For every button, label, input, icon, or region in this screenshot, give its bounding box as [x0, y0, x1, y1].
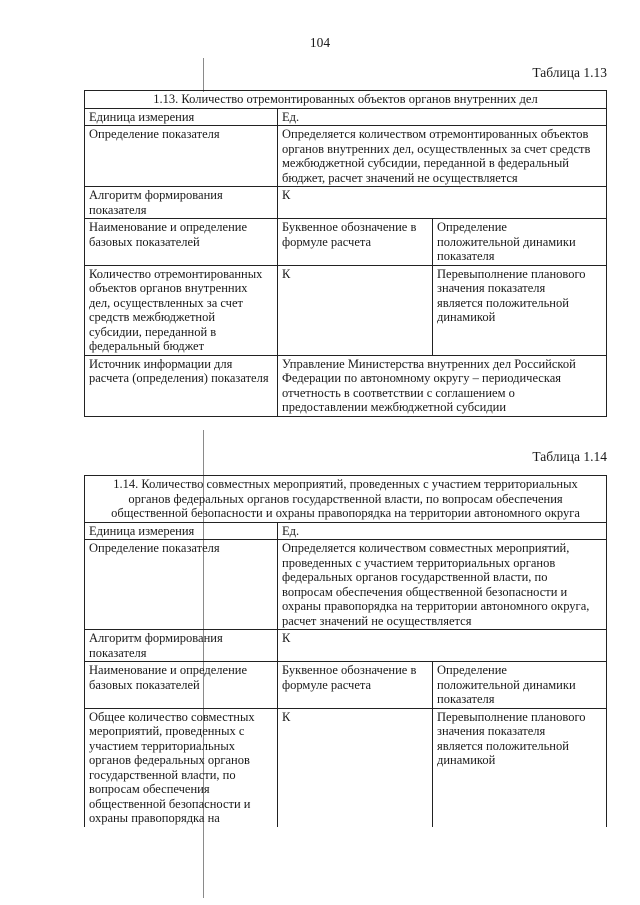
table-row: [85, 662, 607, 709]
table-title: 1.13. Количество отремонтированных объектов органов внутренних дел: [85, 91, 607, 109]
table-1-14-caption: Таблица 1.14: [532, 449, 607, 464]
algorithm-label: Алгоритм формирования показателя: [85, 187, 278, 219]
scan-line-top: [203, 58, 204, 92]
page-number: 104: [309, 35, 331, 50]
unit-value: Ед.: [278, 522, 607, 540]
table-row: [85, 522, 607, 540]
base-indicators-label: Наименование и определение базовых показателей: [85, 219, 278, 266]
dynamics-header: Определение положительной динамики показателя: [433, 662, 607, 709]
definition-value: Определяется количеством отремонтированных объектов органов внутренних дел, осуществленных за счет средств межбюджетной субсидии, переданной в федеральный бюджет, расчет значений не осуществляется: [278, 126, 607, 187]
table-title: 1.14. Количество совместных мероприятий, проведенных с участием территориальных органов федеральных органов государственной власти, по вопросам обеспечения общественной безопасности и охраны правопорядка на территории автономного округа: [85, 476, 607, 523]
algorithm-value: К: [278, 630, 607, 662]
table-row: [85, 187, 607, 219]
dynamics-header: Определение положительной динамики показателя: [433, 219, 607, 266]
table-row: [85, 708, 607, 827]
algorithm-value: К: [278, 187, 607, 219]
unit-label: Единица измерения: [85, 108, 278, 126]
unit-value: Ед.: [278, 108, 607, 126]
table-row: [85, 219, 607, 266]
table-1-13: [84, 90, 607, 417]
indicator-symbol: К: [278, 708, 433, 827]
definition-label: Определение показателя: [85, 540, 278, 630]
base-indicators-label: Наименование и определение базовых показателей: [85, 662, 278, 709]
table-row: [85, 355, 607, 416]
symbol-header: Буквенное обозначение в формуле расчета: [278, 662, 433, 709]
table-row: [85, 108, 607, 126]
table-row: [85, 476, 607, 523]
table-1-14: [84, 475, 607, 827]
table-row: [85, 540, 607, 630]
table-row: [85, 630, 607, 662]
definition-label: Определение показателя: [85, 126, 278, 187]
table-row: [85, 265, 607, 355]
algorithm-label: Алгоритм формирования показателя: [85, 630, 278, 662]
table-row: [85, 91, 607, 109]
table-row: [85, 126, 607, 187]
table-1-13-caption: Таблица 1.13: [532, 65, 607, 80]
symbol-header: Буквенное обозначение в формуле расчета: [278, 219, 433, 266]
source-label: Источник информации для расчета (определения) показателя: [85, 355, 278, 416]
indicator-name: Общее количество совместных мероприятий, проведенных с участием территориальных органов федеральных органов государственной власти, по вопросам обеспечения общественной безопасности и охраны правопорядка на: [85, 708, 278, 827]
indicator-dynamics: Перевыполнение планового значения показателя является положительной динамикой: [433, 265, 607, 355]
indicator-symbol: К: [278, 265, 433, 355]
indicator-name: Количество отремонтированных объектов органов внутренних дел, осуществленных за счет средств межбюджетной субсидии, переданной в федеральный бюджет: [85, 265, 278, 355]
unit-label: Единица измерения: [85, 522, 278, 540]
indicator-dynamics: Перевыполнение планового значения показателя является положительной динамикой: [433, 708, 607, 827]
definition-value: Определяется количеством совместных мероприятий, проведенных с участием территориальных органов федеральных органов государственной власти, по вопросам обеспечения общественной безопасности и охраны правопорядка на территории автономного округа, расчет значений не осуществляется: [278, 540, 607, 630]
source-value: Управление Министерства внутренних дел Российской Федерации по автономному округу – периодическая отчетность в соответствии с соглашением о предоставлении межбюджетной субсидии: [278, 355, 607, 416]
